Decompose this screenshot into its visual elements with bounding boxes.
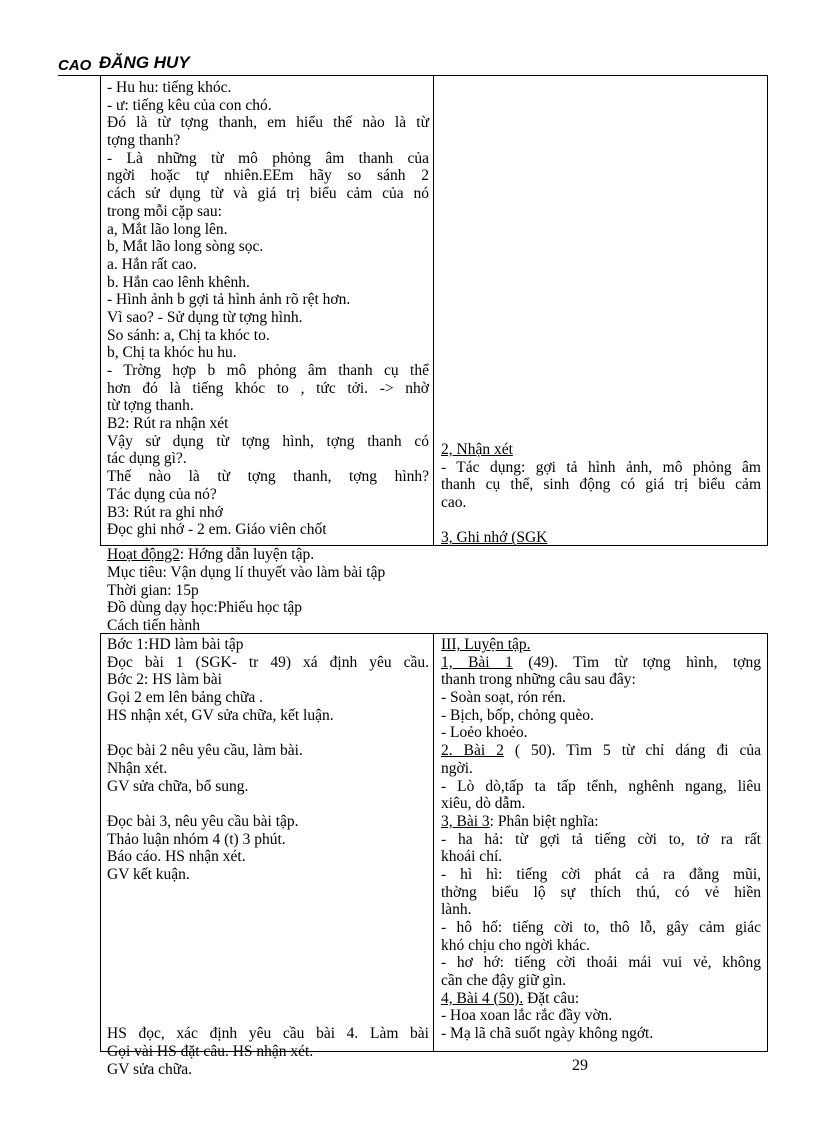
text-line: tác dụng gì?. <box>107 450 187 468</box>
text-line <box>107 972 429 990</box>
text-line <box>107 901 429 919</box>
text-line: - Hu hu: tiếng khóc. <box>107 79 232 96</box>
text-line: GV kết kuận. <box>107 865 190 883</box>
text-line: trong mỗi cặp sau: <box>107 202 222 220</box>
text-line: - Mạ lã chã suốt ngày không ngớt. <box>441 1025 654 1043</box>
text-line <box>107 795 429 813</box>
text-line: ngời hoặc tự nhiên.EEm hãy so sánh 2 <box>107 167 429 185</box>
text-line: HS nhận xét, GV sửa chữa, kết luận. <box>107 706 334 724</box>
text-line: B2: Rút ra nhận xét <box>107 415 229 433</box>
page-header <box>58 53 262 76</box>
text-line: b, Mắt lão long sòng sọc. <box>107 238 264 256</box>
text-line: - Bịch, bốp, chỏng quèo. <box>441 706 594 724</box>
text-line: thờng biểu lộ sự thích thú, có vẻ hiền <box>441 883 761 901</box>
text-line <box>107 1007 429 1025</box>
text-line: Báo cáo. HS nhận xét. <box>107 848 246 866</box>
header-author-name: ĐĂNG HUY <box>99 53 190 72</box>
text-line: - Là những từ mô phỏng âm thanh của <box>107 149 429 167</box>
text-line: Thảo luận nhóm 4 (t) 3 phút. <box>107 830 286 848</box>
text-line: khó chịu cho ngời khác. <box>441 936 590 954</box>
exercise-4-title: 4, Bài 4 (50). Đặt câu: <box>441 989 580 1007</box>
text-line: - Hoa xoan lắc rắc đầy vờn. <box>441 1007 613 1025</box>
header-author-surname: CAO <box>58 57 92 74</box>
text-line: Vậy sử dụng từ tợng hình, tợng thanh có <box>107 432 429 450</box>
text-line: thanh cụ thể, sinh động có giá trị biểu cảm <box>441 476 761 494</box>
teacher-activity-column <box>107 79 429 539</box>
section-heading-luyen-tap: III, Luyện tập. <box>441 636 531 653</box>
text-line: - Tác dụng: gợi tả hình ảnh, mô phỏng âm <box>441 458 761 476</box>
text-line: Đọc bài 2 nêu yêu cầu, làm bài. <box>107 742 303 760</box>
exercise-2-title: 2. Bài 2 ( 50). Tìm 5 từ chỉ dáng đi của <box>441 742 761 760</box>
text-line: - Soàn soạt, rón rén. <box>441 689 566 707</box>
text-line <box>107 724 429 742</box>
text-line: Thế nào là từ tợng thanh, tợng hình? <box>107 468 429 486</box>
text-line: lành. <box>441 901 472 919</box>
text-line: Nhận xét. <box>107 759 168 777</box>
text-line: - Loẻo khoẻo. <box>441 724 528 742</box>
activity-label: Hoạt động2 <box>107 546 180 563</box>
activity-intro <box>107 546 385 635</box>
text-line: thanh trong những câu sau đây: <box>441 671 636 689</box>
text-line: - Lò dò,tấp ta tấp tểnh, nghênh ngang, liêu <box>441 777 761 795</box>
time-line: Thời gian: 15p <box>107 581 199 599</box>
text-line: Đọc bài 1 (SGK- tr 49) xá định yêu cầu. <box>107 653 429 671</box>
objective-line: Mục tiêu: Vận dụng lí thuyết vào làm bài tập <box>107 563 386 581</box>
teacher-activity-column <box>107 636 429 1078</box>
method-line: Cách tiến hành <box>107 617 200 635</box>
text-line <box>107 937 429 955</box>
text-line: GV sửa chữa, bổ sung. <box>107 777 249 795</box>
text-line: Bớc 2: HS làm bài <box>107 671 222 689</box>
exercise-3-title: 3, Bài 3: Phân biệt nghĩa: <box>441 812 599 830</box>
text-line: HS đọc, xác định yêu cầu bài 4. Làm bài <box>107 1025 429 1043</box>
materials-line: Đồ dùng dạy học:Phiếu học tập <box>107 599 303 617</box>
text-line: Vì sao? - Sử dụng từ tợng hình. <box>107 308 303 326</box>
text-line: - hơ hớ: tiếng cời thoải mái vui vẻ, không <box>441 954 761 972</box>
text-line: Đọc bài 3, nêu yêu cầu bài tập. <box>107 812 299 830</box>
column-divider <box>433 76 434 545</box>
text-line: khoái chí. <box>441 848 503 866</box>
text-line: b. Hắn cao lênh khênh. <box>107 273 250 291</box>
text-line: Đó là từ tợng thanh, em hiểu thế nào là từ <box>107 114 429 132</box>
activity-text: : Hớng dẫn luyện tập. <box>179 546 315 563</box>
exercise-1-title: 1, Bài 1 (49). Tìm từ tợng hình, tợng <box>441 653 761 671</box>
text-line <box>107 954 429 972</box>
activity-heading <box>107 546 385 564</box>
section-heading-nhan-xet: 2, Nhận xét <box>441 441 513 458</box>
text-line: - hô hố: tiếng cời to, thô lỗ, gây cảm giác <box>441 919 761 936</box>
text-line: B3: Rút ra ghi nhớ <box>107 503 223 521</box>
text-line: Gọi 2 em lên bảng chữa . <box>107 689 264 707</box>
text-line: Gọi vài HS đặt câu. HS nhận xét. <box>107 1042 314 1060</box>
text-line: Bớc 1:HD làm bài tập <box>107 636 244 653</box>
text-line: cao. <box>441 494 467 512</box>
text-line: xiêu, dò dẫm. <box>441 795 526 813</box>
text-line: a. Hắn rất cao. <box>107 255 197 273</box>
text-line: - hì hì: tiếng cời phát cả ra đằng mũi, <box>441 865 761 883</box>
text-line: a, Mắt lão long lên. <box>107 220 228 238</box>
text-line: So sánh: a, Chị ta khóc to. <box>107 326 270 344</box>
content-column <box>441 441 761 547</box>
text-line: Tác dụng của nó? <box>107 485 217 503</box>
text-line: b, Chị ta khóc hu hu. <box>107 344 237 362</box>
text-line: cần che đậy giữ gìn. <box>441 972 567 990</box>
text-line <box>107 919 429 937</box>
text-line: - ha hả: từ gợi tả tiếng cời to, tở ra rất <box>441 830 761 848</box>
text-line: - Hình ảnh b gợi tả hình ảnh rõ rệt hơn. <box>107 291 351 309</box>
text-line: tợng thanh? <box>107 132 181 150</box>
page-number: 29 <box>572 1057 588 1074</box>
text-line: - ư: tiếng kêu của con chó. <box>107 96 272 114</box>
text-line: GV sửa chữa. <box>107 1060 192 1078</box>
text-line: hơn đó là tiếng khóc to , tức tởi. -> nhờ <box>107 379 429 397</box>
lesson-table-1 <box>100 75 768 546</box>
text-line: Đọc ghi nhớ - 2 em. Giáo viên chốt <box>107 521 327 539</box>
text-line: ngời. <box>441 759 473 777</box>
section-heading-ghi-nho: 3, Ghi nhớ (SGK <box>441 529 548 547</box>
text-line <box>107 990 429 1008</box>
text-line: - Trờng hợp b mô phỏng âm thanh cụ thể <box>107 362 429 379</box>
text-line <box>107 884 429 902</box>
text-line: cách sử dụng từ và giá trị biểu cảm của nó <box>107 185 429 203</box>
column-divider <box>433 634 434 1051</box>
text-line: từ tợng thanh. <box>107 397 194 415</box>
exercise-column <box>441 636 761 1050</box>
